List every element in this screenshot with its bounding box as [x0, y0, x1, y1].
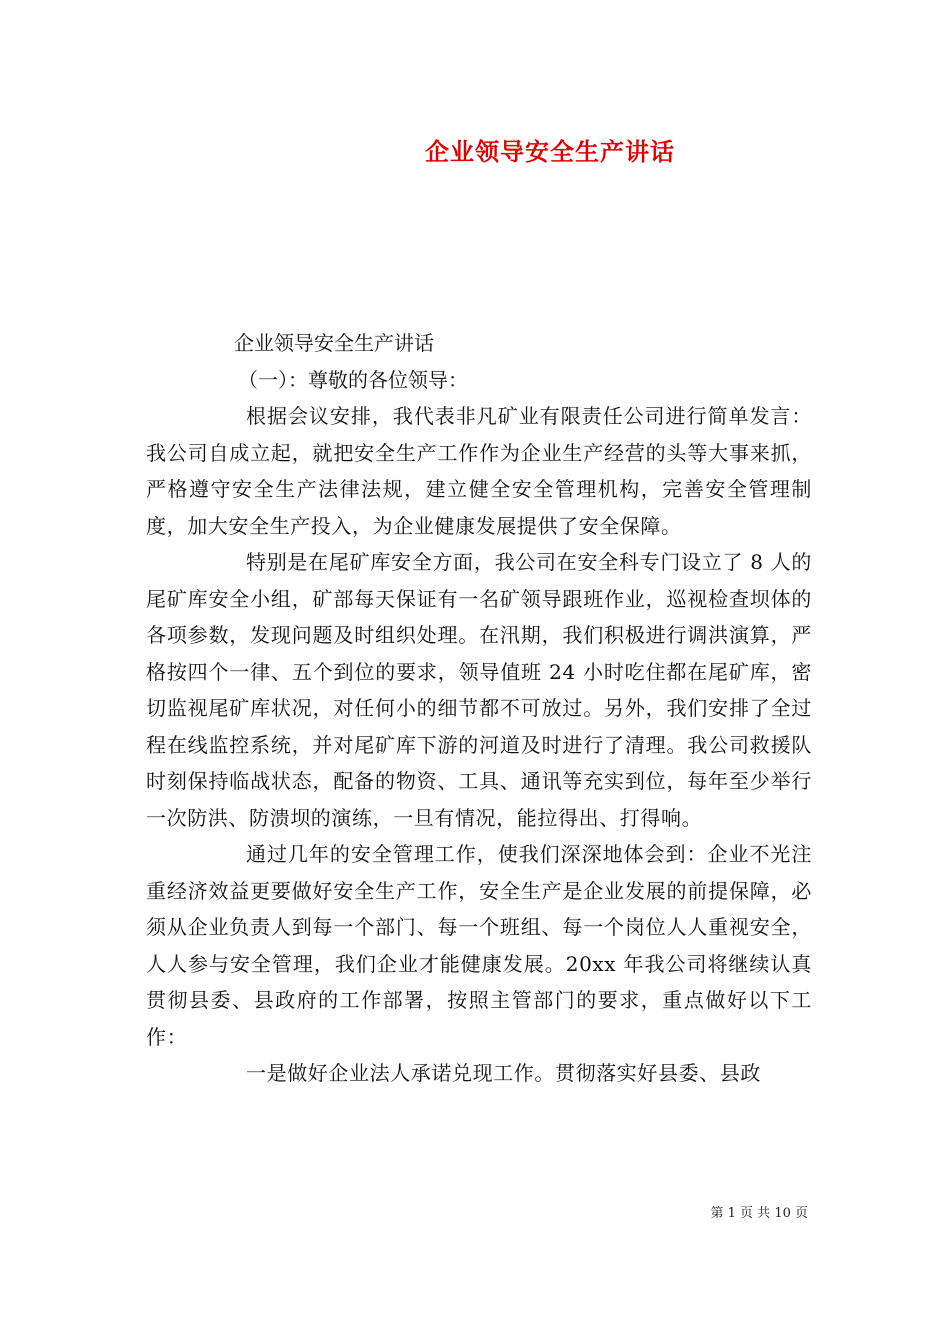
paragraph-2: 特别是在尾矿库安全方面，我公司在安全科专门设立了 8 人的尾矿库安全小组，矿部每天保证有一名矿领导跟班作业，巡视检查坝体的各项参数，发现问题及时组织处理。在汛期，我们积极进行调洪演算，严格按四个一律、五个到位的要求，领导值班 24 小时吃住都在尾矿库，密切监视尾矿库状况，对任何小的细节都不可放过。另外，我们安排了全过程在线监控系统，并对尾矿库下游的河道及时进行了清理。我公司救援队时刻保持临战状态，配备的物资、工具、通讯等充实到位，每年至少举行一次防洪、防溃坝的演练，一旦有情况，能拉得出、打得响。: [146, 550, 812, 830]
page-number: 第 1 页 共 10 页: [710, 1206, 808, 1221]
paragraph-3: 通过几年的安全管理工作，使我们深深地体会到：企业不光注重经济效益更要做好安全生产工作，安全生产是企业发展的前提保障，必须从企业负责人到每一个部门、每一个班组、每一个岗位人人重视安全，人人参与安全管理，我们企业才能健康发展。20xx 年我公司将继续认真贯彻县委、县政府的工作部署，按照主管部门的要求，重点做好以下工作：: [146, 842, 812, 1049]
paragraph-1: 根据会议安排，我代表非凡矿业有限责任公司进行简单发言：我公司自成立起，就把安全生产工作作为企业生产经营的头等大事来抓，严格遵守安全生产法律法规，建立健全安全管理机构，完善安全管理制度，加大安全生产投入，为企业健康发展提供了安全保障。: [146, 404, 812, 538]
document-subheading: 企业领导安全生产讲话: [234, 331, 434, 355]
paragraph-4: 一是做好企业法人承诺兑现工作。贯彻落实好县委、县政: [246, 1061, 761, 1085]
document-title: 企业领导安全生产讲话: [425, 137, 675, 166]
document-body: [146, 325, 812, 1092]
salutation: （一）：尊敬的各位领导：: [238, 367, 468, 392]
